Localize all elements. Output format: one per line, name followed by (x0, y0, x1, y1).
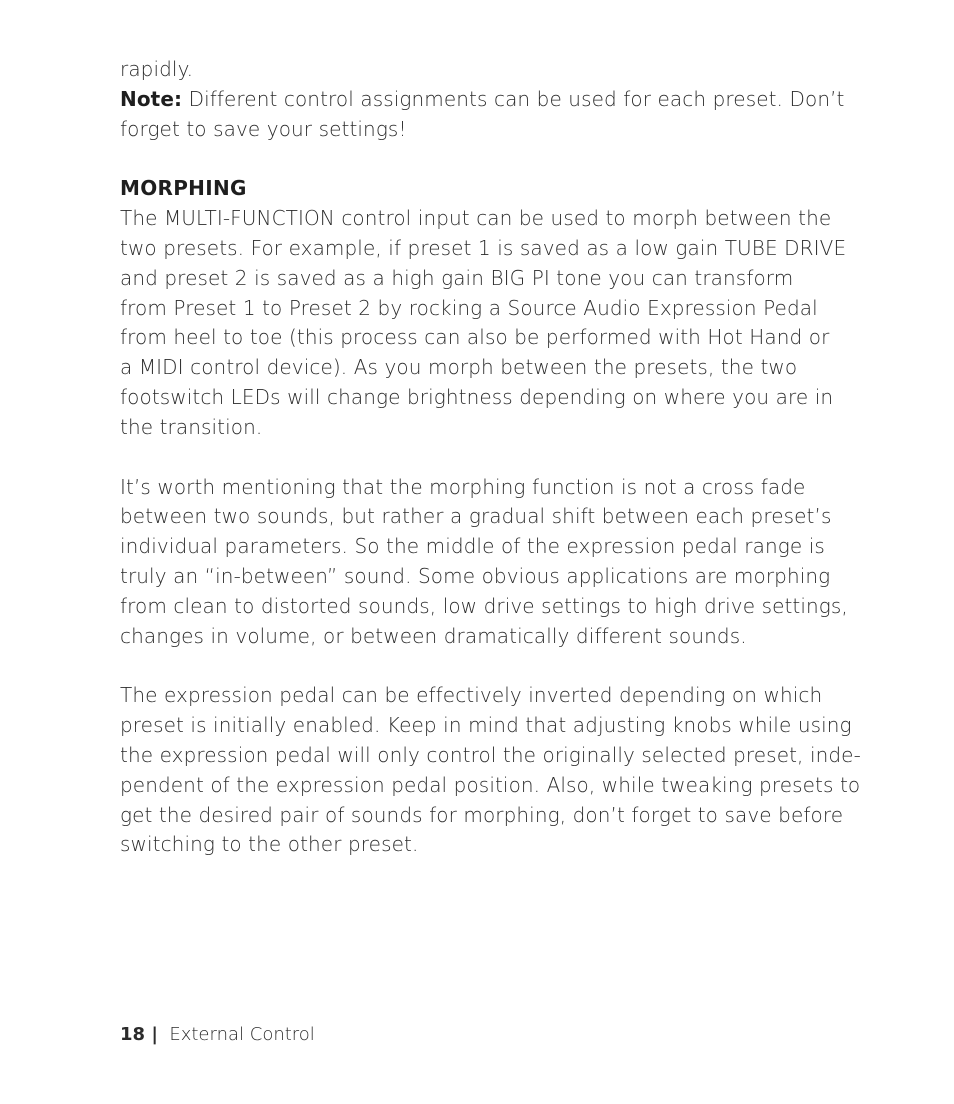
paragraph-line: from heel to toe (this process can also be performed with Hot Hand or (120, 325, 830, 350)
paragraph-line: It’s worth mentioning that the morphing function is not a cross fade (120, 474, 806, 499)
paragraph-line: The MULTI-FUNCTION control input can be used to morph between the (120, 206, 832, 231)
paragraph-line: and preset 2 is saved as a high gain BIG PI tone you can transform (120, 265, 794, 290)
paragraph-line: individual parameters. So the middle of the expression pedal range is (120, 534, 825, 559)
paragraph-line: changes in volume, or between dramatically different sounds. (120, 623, 747, 648)
spacer (120, 651, 895, 681)
footer-section-title: External Control (169, 1024, 315, 1045)
paragraph-line: get the desired pair of sounds for morphing, don’t forget to save before (120, 802, 844, 827)
page-footer (120, 1024, 315, 1045)
paragraph-line: between two sounds, but rather a gradual shift between each preset’s (120, 504, 832, 529)
page-body (120, 55, 895, 860)
paragraph-line: the transition. (120, 414, 263, 439)
paragraph-line: two presets. For example, if preset 1 is saved as a low gain TUBE DRIVE (120, 235, 847, 260)
spacer (120, 144, 895, 174)
paragraph-line: footswitch LEDs will change brightness depending on where you are in (120, 384, 834, 409)
paragraph-line: from Preset 1 to Preset 2 by rocking a Source Audio Expression Pedal (120, 295, 818, 320)
page-number: 18 | (120, 1024, 158, 1045)
paragraph-line: switching to the other preset. (120, 832, 419, 857)
intro-line: rapidly. (120, 57, 194, 81)
section-heading: MORPHING (120, 176, 247, 201)
paragraph-line: a MIDI control device). As you morph between the presets, the two (120, 355, 798, 380)
note-line-2: forget to save your settings! (120, 116, 407, 141)
paragraph-morphing-intro (120, 204, 895, 442)
paragraph-cross-fade (120, 473, 895, 652)
paragraph-line: the expression pedal will only control the originally selected preset, inde- (120, 742, 861, 767)
note-line-1 (120, 85, 895, 115)
paragraph-line: pendent of the expression pedal position. Also, while tweaking presets to (120, 772, 861, 797)
note-text: Different control assignments can be used for each preset. Don’t (182, 86, 845, 111)
paragraph-line: preset is initially enabled. Keep in mind that adjusting knobs while using (120, 713, 852, 738)
spacer (120, 443, 895, 473)
paragraph-inverted (120, 681, 895, 860)
note-label: Note: (120, 86, 183, 111)
paragraph-line: truly an “in-between” sound. Some obvious applications are morphing (120, 563, 831, 588)
paragraph-line: The expression pedal can be effectively inverted depending on which (120, 683, 823, 708)
paragraph-line: from clean to distorted sounds, low drive settings to high drive settings, (120, 593, 848, 618)
